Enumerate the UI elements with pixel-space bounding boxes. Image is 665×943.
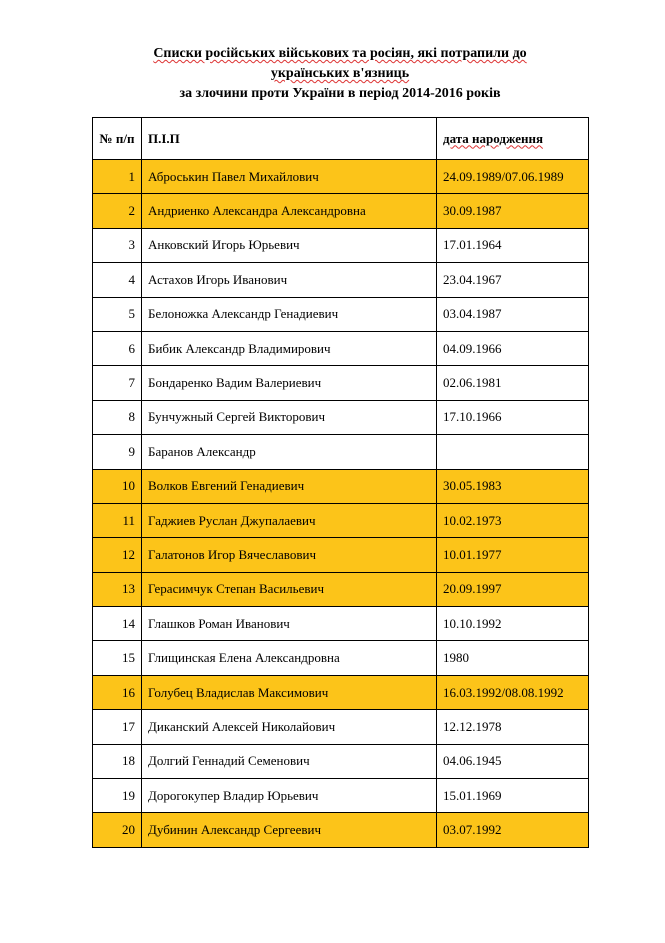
header-row bbox=[93, 118, 589, 160]
table-row bbox=[93, 194, 589, 228]
row-name: Андриенко Александра Александровна bbox=[142, 194, 437, 228]
table-row bbox=[93, 710, 589, 744]
row-birth-date: 17.01.1964 bbox=[437, 228, 589, 262]
row-number: 6 bbox=[93, 331, 142, 365]
row-birth-date: 03.07.1992 bbox=[437, 813, 589, 847]
table-row bbox=[93, 779, 589, 813]
table-row bbox=[93, 435, 589, 469]
row-birth-date: 02.06.1981 bbox=[437, 366, 589, 400]
title-line-1: Списки російських військових та росіян, які потрапили до bbox=[153, 46, 527, 61]
row-name: Голубец Владислав Максимович bbox=[142, 675, 437, 709]
row-birth-date: 04.06.1945 bbox=[437, 744, 589, 778]
row-number: 19 bbox=[93, 779, 142, 813]
row-birth-date: 30.05.1983 bbox=[437, 469, 589, 503]
header-number: № п/п bbox=[93, 118, 142, 160]
row-number: 20 bbox=[93, 813, 142, 847]
row-birth-date: 03.04.1987 bbox=[437, 297, 589, 331]
row-number: 4 bbox=[93, 263, 142, 297]
row-number: 18 bbox=[93, 744, 142, 778]
row-birth-date: 12.12.1978 bbox=[437, 710, 589, 744]
row-name: Глашков Роман Иванович bbox=[142, 607, 437, 641]
header-birth-date bbox=[437, 118, 589, 160]
row-name: Аброськин Павел Михайлович bbox=[142, 160, 437, 194]
table-row bbox=[93, 160, 589, 194]
row-birth-date: 24.09.1989/07.06.1989 bbox=[437, 160, 589, 194]
table-row bbox=[93, 813, 589, 847]
row-name: Гаджиев Руслан Джупалаевич bbox=[142, 503, 437, 537]
header-name: П.І.П bbox=[142, 118, 437, 160]
row-name: Бибик Александр Владимирович bbox=[142, 331, 437, 365]
row-birth-date: 23.04.1967 bbox=[437, 263, 589, 297]
table-row bbox=[93, 641, 589, 675]
table-row bbox=[93, 400, 589, 434]
table-row bbox=[93, 263, 589, 297]
row-number: 15 bbox=[93, 641, 142, 675]
row-number: 7 bbox=[93, 366, 142, 400]
table-row bbox=[93, 469, 589, 503]
row-birth-date: 04.09.1966 bbox=[437, 331, 589, 365]
row-number: 12 bbox=[93, 538, 142, 572]
row-name: Дубинин Александр Сергеевич bbox=[142, 813, 437, 847]
table-row bbox=[93, 228, 589, 262]
row-birth-date: 10.10.1992 bbox=[437, 607, 589, 641]
row-name: Бондаренко Вадим Валериевич bbox=[142, 366, 437, 400]
row-birth-date bbox=[437, 435, 589, 469]
row-birth-date: 30.09.1987 bbox=[437, 194, 589, 228]
row-name: Долгий Геннадий Семенович bbox=[142, 744, 437, 778]
row-name: Астахов Игорь Иванович bbox=[142, 263, 437, 297]
row-name: Диканский Алексей Николайович bbox=[142, 710, 437, 744]
row-number: 1 bbox=[93, 160, 142, 194]
row-number: 8 bbox=[93, 400, 142, 434]
table-row bbox=[93, 503, 589, 537]
header-birth-date-label: дата народження bbox=[443, 130, 543, 146]
row-number: 14 bbox=[93, 607, 142, 641]
row-number: 9 bbox=[93, 435, 142, 469]
row-birth-date: 16.03.1992/08.08.1992 bbox=[437, 675, 589, 709]
row-number: 2 bbox=[93, 194, 142, 228]
row-name: Глищинская Елена Александровна bbox=[142, 641, 437, 675]
row-number: 5 bbox=[93, 297, 142, 331]
row-name: Анковский Игорь Юрьевич bbox=[142, 228, 437, 262]
table-body bbox=[93, 160, 589, 848]
table-row bbox=[93, 675, 589, 709]
row-birth-date: 10.01.1977 bbox=[437, 538, 589, 572]
row-birth-date: 20.09.1997 bbox=[437, 572, 589, 606]
row-number: 11 bbox=[93, 503, 142, 537]
row-name: Белоножка Александр Генадиевич bbox=[142, 297, 437, 331]
row-birth-date: 1980 bbox=[437, 641, 589, 675]
row-number: 3 bbox=[93, 228, 142, 262]
table-row bbox=[93, 297, 589, 331]
table-row bbox=[93, 538, 589, 572]
row-name: Волков Евгений Генадиевич bbox=[142, 469, 437, 503]
document-title bbox=[92, 44, 588, 104]
row-number: 16 bbox=[93, 675, 142, 709]
row-name: Галатонов Игор Вячеславович bbox=[142, 538, 437, 572]
title-line-3: за злочини проти України в період 2014-2016 років bbox=[179, 86, 501, 101]
row-number: 10 bbox=[93, 469, 142, 503]
table-row bbox=[93, 366, 589, 400]
row-birth-date: 10.02.1973 bbox=[437, 503, 589, 537]
row-name: Бунчужный Сергей Викторович bbox=[142, 400, 437, 434]
table-row bbox=[93, 744, 589, 778]
row-birth-date: 15.01.1969 bbox=[437, 779, 589, 813]
row-name: Герасимчук Степан Васильевич bbox=[142, 572, 437, 606]
table-row bbox=[93, 331, 589, 365]
row-birth-date: 17.10.1966 bbox=[437, 400, 589, 434]
row-number: 17 bbox=[93, 710, 142, 744]
prisoners-table bbox=[92, 117, 589, 848]
row-name: Баранов Александр bbox=[142, 435, 437, 469]
row-name: Дорогокупер Владир Юрьевич bbox=[142, 779, 437, 813]
title-line-2: українських в'язниць bbox=[270, 66, 410, 81]
row-number: 13 bbox=[93, 572, 142, 606]
table-header bbox=[93, 118, 589, 160]
table-row bbox=[93, 607, 589, 641]
table-row bbox=[93, 572, 589, 606]
